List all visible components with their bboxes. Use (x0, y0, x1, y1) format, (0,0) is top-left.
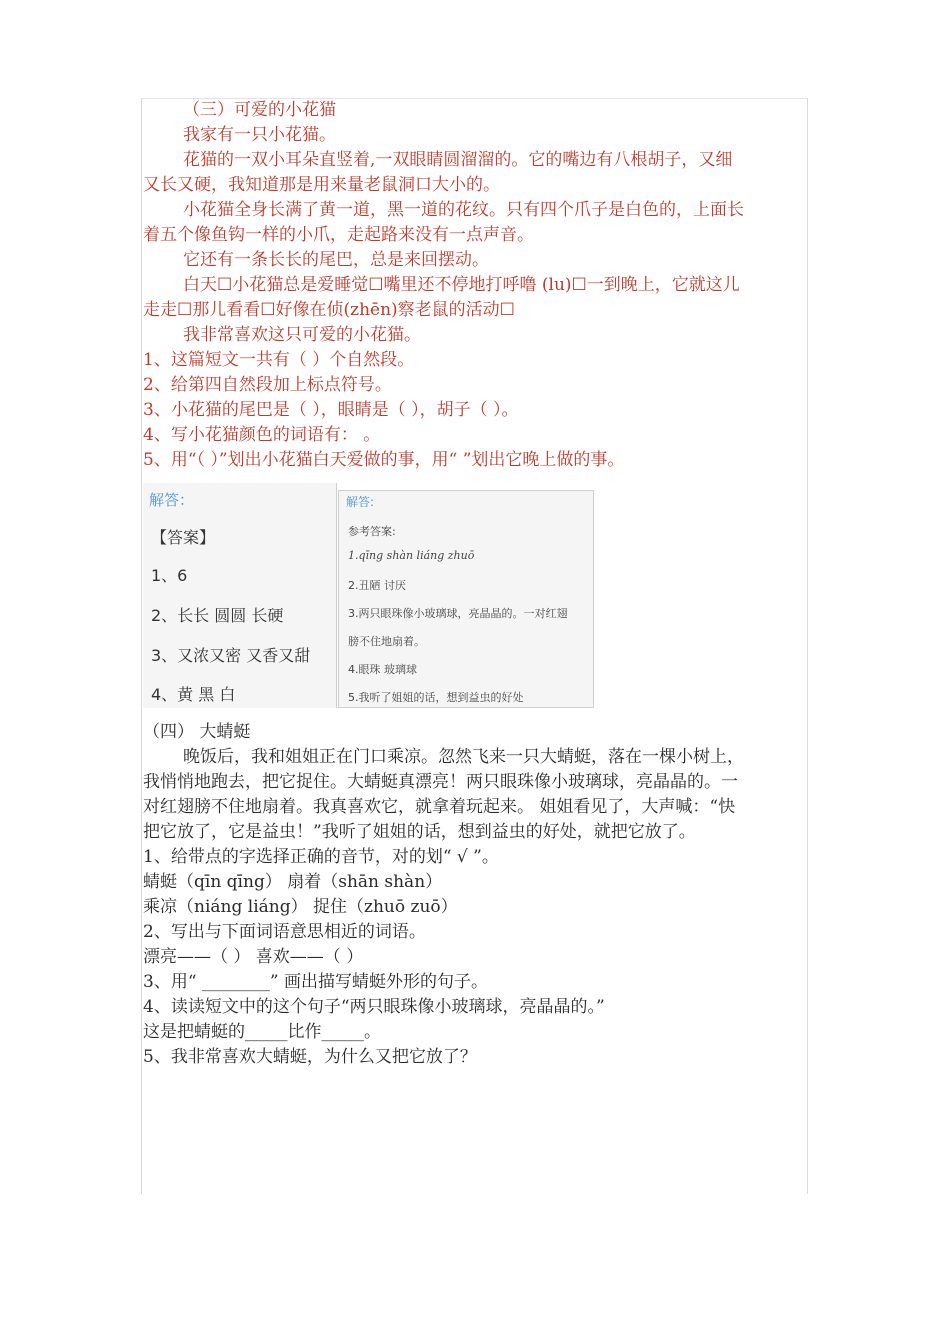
part4-paragraph-1d: 把它放了，它是益虫！”我听了姐姐的话，想到益虫的好处，就把它放了。 (143, 822, 696, 842)
answer2-item-2: 2.丑陋 讨厌 (348, 579, 406, 592)
part3-question-4: 4、写小花猫颜色的词语有： 。 (143, 425, 381, 445)
part4-title: （四） 大蜻蜓 (143, 722, 251, 742)
page-frame-left (141, 98, 142, 1194)
part3-question-3: 3、小花猫的尾巴是（ ），眼睛是（ ），胡子（ ）。 (143, 400, 519, 420)
part3-paragraph-3a: 小花猫全身长满了黄一道，黑一道的花纹。只有四个爪子是白色的，上面长 (183, 200, 744, 220)
part4-question-4-blank: 这是把蜻蜓的_____比作_____。 (143, 1022, 381, 1042)
part3-paragraph-6: 我非常喜欢这只可爱的小花猫。 (183, 325, 421, 345)
answer1-item-2: 2、长长 圆圆 长硬 (151, 606, 284, 625)
answer1-header: 解答： (149, 491, 195, 509)
part4-question-4: 4、读读短文中的这个句子“两只眼珠像小玻璃球，亮晶晶的。” (143, 997, 605, 1017)
part3-title: （三）可爱的小花猫 (183, 100, 336, 120)
part4-question-1-row-1: 蜻蜓（qīn qīng） 扇着（shān shàn） (143, 872, 443, 892)
answer-image-1 (143, 483, 337, 708)
part3-paragraph-1: 我家有一只小花猫。 (183, 125, 336, 145)
answer2-item-1: 1.qīng shàn liáng zhuō (348, 549, 475, 562)
answer2-item-4: 4.眼珠 玻璃球 (348, 663, 417, 676)
part4-question-2: 2、写出与下面词语意思相近的词语。 (143, 922, 426, 942)
answer1-item-1: 1、6 (151, 566, 188, 585)
answer-image-2 (338, 490, 594, 708)
part4-paragraph-1a: 晚饭后，我和姐姐正在门口乘凉。忽然飞来一只大蜻蜓，落在一棵小树上， (183, 747, 744, 767)
part4-question-2-row: 漂亮——（ ） 喜欢——（ ） (143, 947, 364, 967)
part3-question-5: 5、用“（ ）”划出小花猫白天爱做的事，用“ ”划出它晚上做的事。 (143, 450, 625, 470)
part3-paragraph-5a: 白天☐小花猫总是爱睡觉☐嘴里还不停地打呼噜 (lu)☐一到晚上，它就这儿 (183, 275, 740, 295)
part4-question-5: 5、我非常喜欢大蜻蜓，为什么又把它放了？ (143, 1047, 477, 1067)
page-frame-right (807, 98, 808, 1194)
answer1-item-3: 3、又浓又密 又香又甜 (151, 646, 311, 665)
part4-paragraph-1b: 我悄悄地跑去，把它捉住。大蜻蜓真漂亮！两只眼珠像小玻璃球，亮晶晶的。一 (143, 772, 738, 792)
answer2-label: 参考答案: (348, 525, 396, 538)
part3-question-1: 1、这篇短文一共有（ ）个自然段。 (143, 350, 415, 370)
part4-question-1: 1、给带点的字选择正确的音节，对的划“ √ ”。 (143, 847, 499, 867)
part3-paragraph-2b: 又长又硬，我知道那是用来量老鼠洞口大小的。 (143, 175, 500, 195)
part3-paragraph-3b: 着五个像鱼钩一样的小爪，走起路来没有一点声音。 (143, 225, 534, 245)
part4-question-3: 3、用“ ________” 画出描写蜻蜓外形的句子。 (143, 972, 489, 992)
part3-paragraph-2a: 花猫的一双小耳朵直竖着,一双眼睛圆溜溜的。它的嘴边有八根胡子，又细 (183, 150, 733, 170)
part4-question-1-row-2: 乘凉（niáng liáng） 捉住（zhuō zuō） (143, 897, 458, 917)
part3-question-2: 2、给第四自然段加上标点符号。 (143, 375, 392, 395)
part4-paragraph-1c: 对红翅膀不住地扇着。我真喜欢它，就拿着玩起来。 姐姐看见了，大声喊：“快 (143, 797, 736, 817)
answer2-item-3a: 3.两只眼珠像小玻璃球，亮晶晶的。一对红翅 (348, 607, 568, 620)
answer2-item-3b: 膀不住地扇着。 (348, 635, 425, 648)
part3-paragraph-4: 它还有一条长长的尾巴，总是来回摆动。 (183, 250, 489, 270)
answer2-item-5: 5.我听了姐姐的话，想到益虫的好处 (348, 691, 524, 704)
answer2-header: 解答: (346, 495, 375, 509)
part3-paragraph-5b: 走走☐那儿看看☐好像在侦(zhēn)察老鼠的活动☐ (143, 300, 515, 320)
answer1-item-4: 4、黄 黑 白 (151, 685, 236, 704)
answer1-label: 【答案】 (151, 528, 216, 547)
